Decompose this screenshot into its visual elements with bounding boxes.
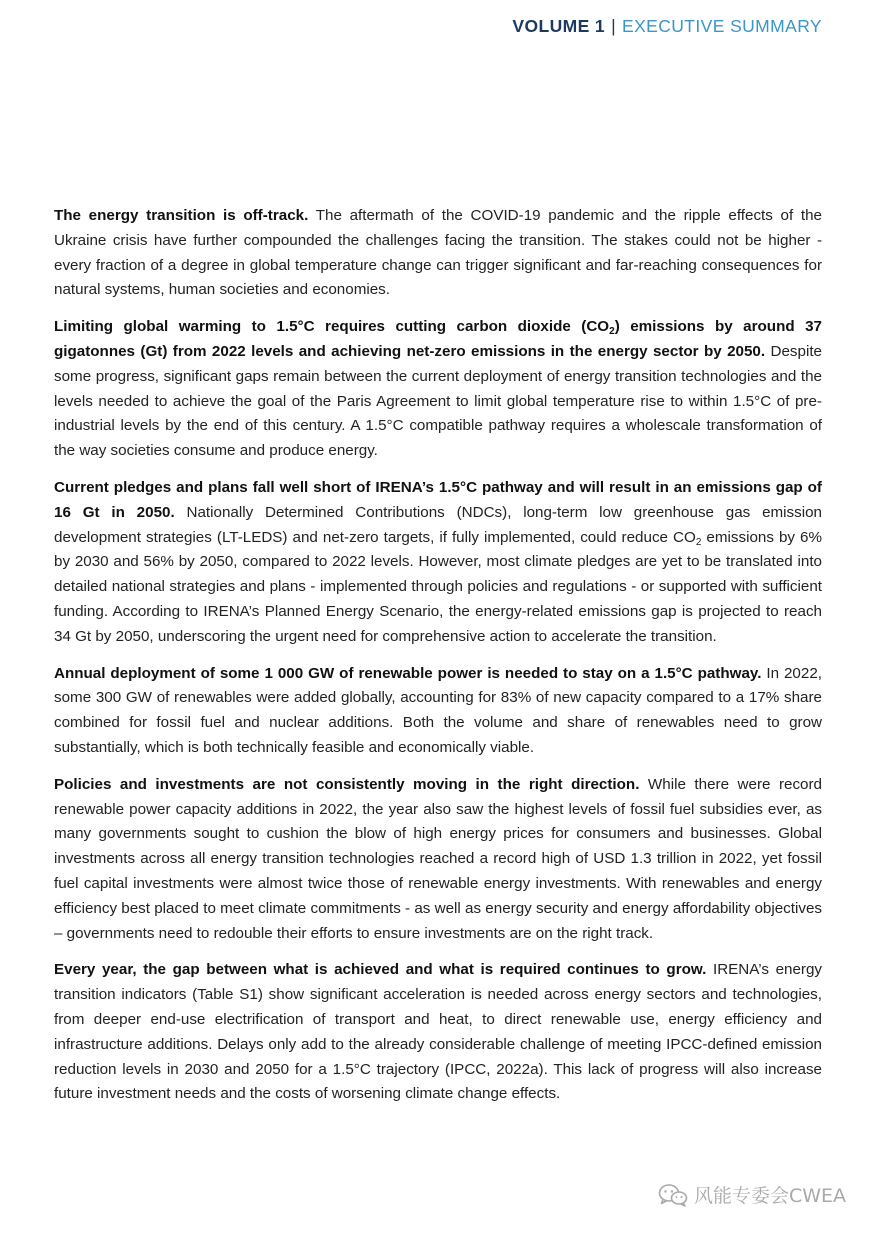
paragraph-lead: Policies and investments are not consistently moving in the right direction.	[54, 775, 640, 793]
co2-subscript: 2	[695, 536, 702, 548]
watermark	[658, 1181, 846, 1208]
paragraph-text: IRENA’s energy transition indicators (Table S1) show significant acceleration is needed across energy sectors and technologies, from deeper end-use electrification of transport and heat, to direct renewable use, energy efficiency and infrastructure additions. Delays only add to the already considerable challenge of meeting IPCC-defined emission reduction levels in 2030 and 2050 for a 1.5°C trajectory (IPCC, 2022a). This lack of progress will also increase future investment needs and the costs of worsening climate change effects.	[54, 961, 823, 1103]
paragraph-text: Despite some progress, significant gaps remain between the current deployment of energy transition technologies and the levels needed to achieve the goal of the Paris Agreement to limit global temperature rise to within 1.5°C of pre-industrial levels by the end of this century. A 1.5°C compatible pathway requires a wholescale transformation of the way societies consume and produce energy.	[54, 342, 822, 460]
lead-part: ) emissions by around 37 gigatonnes (Gt) from 2022 levels and achieving net-zero emissions in the energy sector by 2050.	[54, 318, 822, 360]
page-header	[512, 16, 822, 37]
header-separator: |	[611, 16, 617, 36]
co2-subscript: 2	[609, 326, 615, 338]
summary-body	[54, 204, 822, 1119]
volume-label: VOLUME 1	[512, 16, 606, 36]
wechat-icon	[658, 1183, 688, 1207]
paragraph-lead: Annual deployment of some 1 000 GW of renewable power is needed to stay on a 1.5°C pathway.	[54, 664, 762, 682]
paragraph-text: emissions by 6% by 2030 and 56% by 2050, compared to 2022 levels. However, most climate pledges are yet to be translated into detailed national strategies and plans - implemented through policies and regulations - or supported with sufficient funding. According to IRENA’s Planned Energy Scenario, the energy-related emissions gap is projected to reach 34 Gt by 2050, underscoring the urgent need for comprehensive action to accelerate the transition.	[54, 528, 822, 645]
paragraph-text: The aftermath of the COVID-19 pandemic and the ripple effects of the Ukraine crisis have further compounded the challenges facing the transition. The stakes could not be higher - every fraction of a degree in global temperature change can trigger significant and far-reaching consequences for natural systems, human societies and economies.	[54, 207, 822, 299]
paragraph-lead: The energy transition is off-track.	[54, 207, 309, 224]
lead-part: Limiting global warming to 1.5°C requires cutting carbon dioxide (CO	[54, 318, 610, 336]
paragraph-limiting-warming	[54, 315, 822, 464]
paragraph-policies	[54, 773, 822, 947]
paragraph-lead	[54, 318, 822, 360]
paragraph-text: Nationally Determined Contributions (NDCs), long-term low greenhouse gas emission development strategies (LT-LEDS) and net-zero targets, if fully implemented, could reduce CO	[54, 503, 822, 546]
paragraph-gap-grows	[54, 958, 822, 1107]
paragraph-text: In 2022, some 300 GW of renewables were added globally, accounting for 83% of new capacity compared to a 17% share combined for fossil fuel and nuclear additions. Both the volume and share of renewables need to grow substantially, which is both technically feasible and economically viable.	[54, 664, 822, 756]
watermark-text: 风能专委会CWEA	[693, 1185, 846, 1207]
paragraph-off-track	[54, 204, 822, 303]
paragraph-lead: Current pledges and plans fall well short of IRENA’s 1.5°C pathway and will result in an emissions gap of 16 Gt in 2050.	[54, 478, 822, 521]
section-title: EXECUTIVE SUMMARY	[622, 16, 822, 36]
paragraph-lead: Every year, the gap between what is achieved and what is required continues to grow.	[54, 961, 707, 979]
paragraph-pledges	[54, 476, 822, 650]
paragraph-text: While there were record renewable power capacity additions in 2022, the year also saw the highest levels of fossil fuel subsidies ever, as many governments sought to cushion the blow of high energy prices for consumers and businesses. Global investments across all energy transition technologies reached a record high of USD 1.3 trillion in 2022, yet fossil fuel capital investments were almost twice those of renewable energy investments. With renewables and energy efficiency best placed to meet climate commitments - as well as energy security and energy affordability objectives – governments need to redouble their efforts to ensure investments are on the right track.	[54, 775, 822, 942]
paragraph-annual-deployment	[54, 662, 822, 761]
